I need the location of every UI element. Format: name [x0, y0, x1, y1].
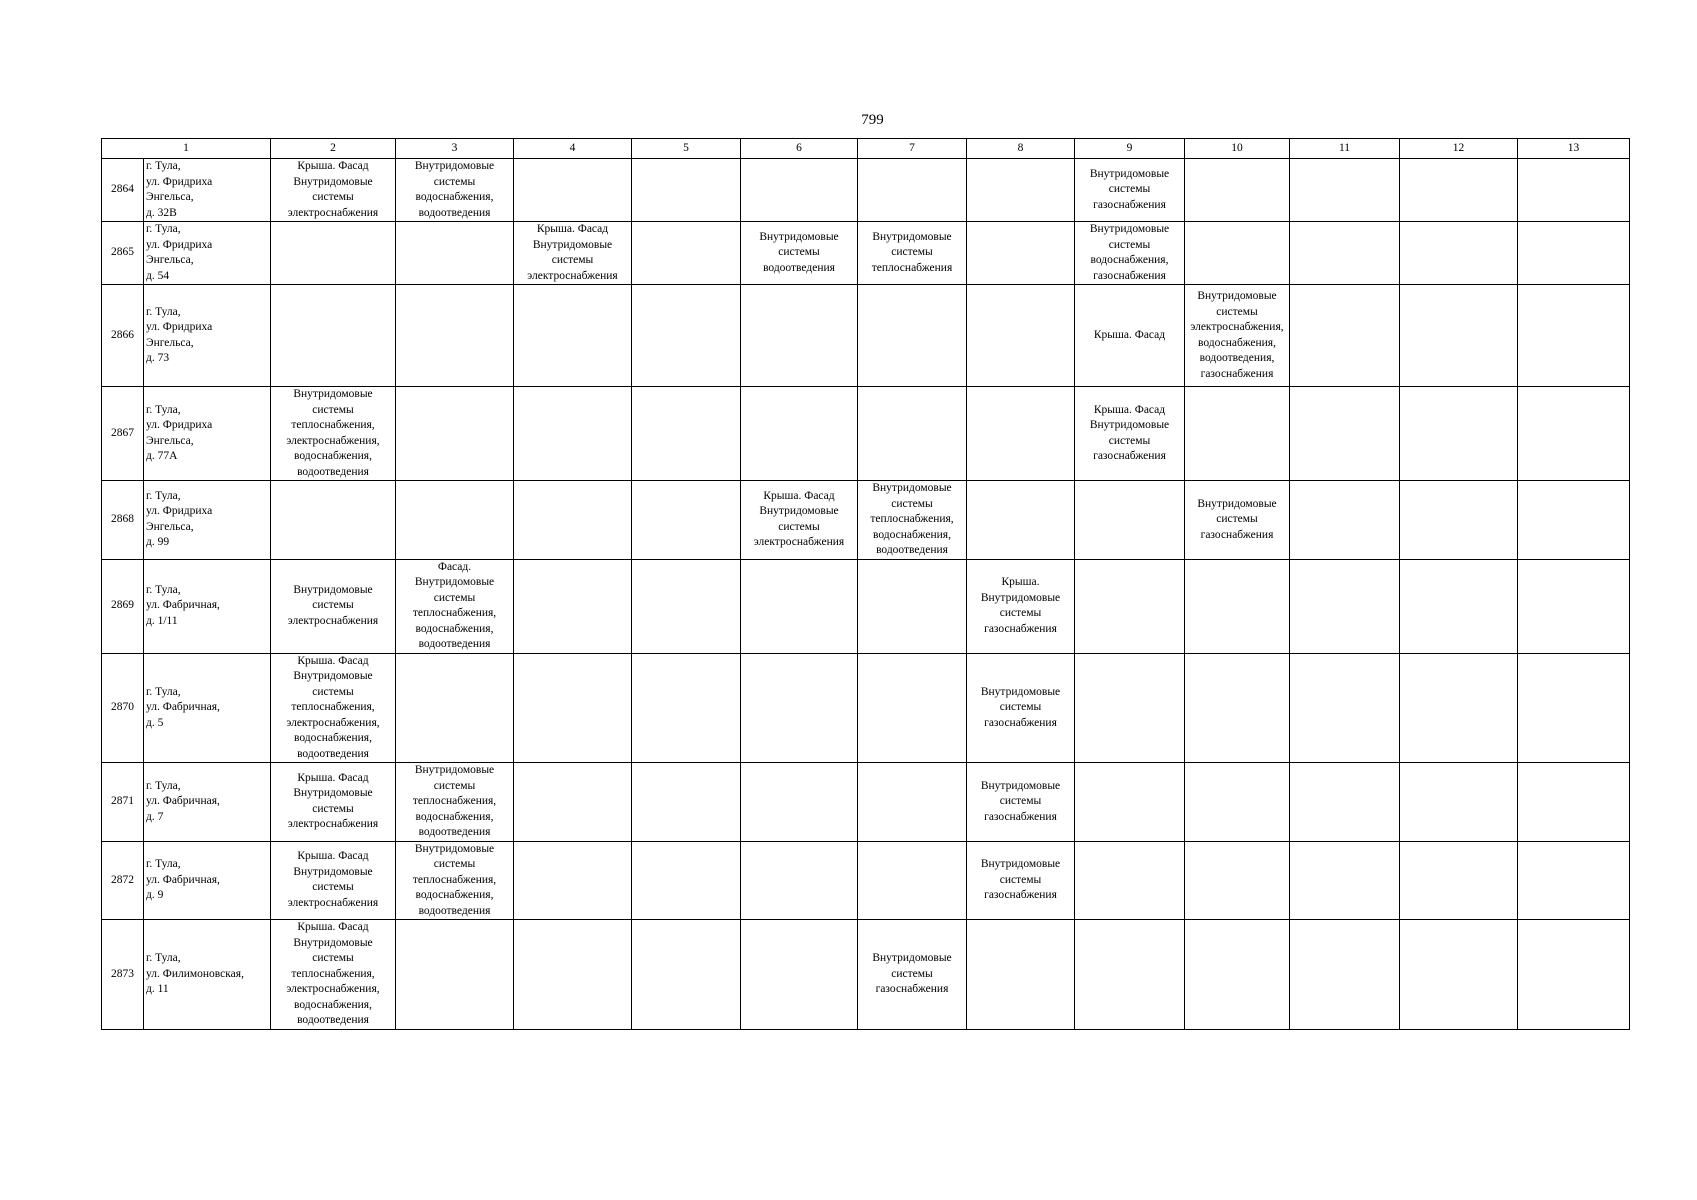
work-cell-col-7 [858, 559, 967, 653]
row-number: 2865 [102, 222, 144, 285]
work-cell-col-5 [632, 387, 741, 481]
work-cell-col-13 [1518, 387, 1630, 481]
column-header: 6 [741, 139, 858, 159]
work-cell-col-4 [514, 387, 632, 481]
address-cell: г. Тула, ул. Фридриха Энгельса, д. 77А [144, 387, 271, 481]
column-header: 12 [1400, 139, 1518, 159]
address-cell: г. Тула, ул. Фабричная, д. 9 [144, 841, 271, 920]
work-cell-col-4 [514, 559, 632, 653]
table-row [102, 653, 1630, 763]
work-cell-col-13 [1518, 841, 1630, 920]
work-cell-col-3: Фасад. Внутридомовые системы теплоснабжения, водоснабжения, водоотведения [396, 559, 514, 653]
work-cell-col-12 [1400, 285, 1518, 387]
work-cell-col-2: Крыша. Фасад Внутридомовые системы электроснабжения [271, 841, 396, 920]
work-cell-col-2 [271, 285, 396, 387]
work-cell-col-2: Крыша. Фасад Внутридомовые системы теплоснабжения, электроснабжения, водоснабжения, водоотведения [271, 653, 396, 763]
work-cell-col-2: Крыша. Фасад Внутридомовые системы электроснабжения [271, 159, 396, 222]
column-header: 11 [1290, 139, 1400, 159]
work-cell-col-7 [858, 159, 967, 222]
table-body [102, 139, 1630, 1030]
work-cell-col-9: Крыша. Фасад Внутридомовые системы газоснабжения [1075, 387, 1185, 481]
work-cell-col-8: Внутридомовые системы газоснабжения [967, 841, 1075, 920]
work-cell-col-6 [741, 559, 858, 653]
work-cell-col-4 [514, 841, 632, 920]
work-cell-col-7 [858, 285, 967, 387]
work-cell-col-11 [1290, 559, 1400, 653]
work-cell-col-12 [1400, 387, 1518, 481]
work-cell-col-10 [1185, 159, 1290, 222]
work-cell-col-8 [967, 159, 1075, 222]
work-cell-col-8 [967, 481, 1075, 560]
work-cell-col-4 [514, 481, 632, 560]
work-cell-col-11 [1290, 222, 1400, 285]
work-cell-col-2: Внутридомовые системы теплоснабжения, электроснабжения, водоснабжения, водоотведения [271, 387, 396, 481]
work-cell-col-11 [1290, 387, 1400, 481]
work-cell-col-9 [1075, 763, 1185, 842]
work-cell-col-8: Крыша. Внутридомовые системы газоснабжения [967, 559, 1075, 653]
work-cell-col-12 [1400, 841, 1518, 920]
work-cell-col-10 [1185, 559, 1290, 653]
row-number: 2872 [102, 841, 144, 920]
work-cell-col-2: Крыша. Фасад Внутридомовые системы теплоснабжения, электроснабжения, водоснабжения, водоотведения [271, 920, 396, 1030]
column-header: 7 [858, 139, 967, 159]
work-cell-col-13 [1518, 763, 1630, 842]
work-cell-col-6 [741, 159, 858, 222]
work-cell-col-11 [1290, 841, 1400, 920]
row-number: 2867 [102, 387, 144, 481]
work-cell-col-6: Крыша. Фасад Внутридомовые системы электроснабжения [741, 481, 858, 560]
work-cell-col-3: Внутридомовые системы теплоснабжения, водоснабжения, водоотведения [396, 763, 514, 842]
work-cell-col-10 [1185, 387, 1290, 481]
work-cell-col-9: Внутридомовые системы водоснабжения, газоснабжения [1075, 222, 1185, 285]
table-row [102, 285, 1630, 387]
row-number: 2870 [102, 653, 144, 763]
column-header: 1 [102, 139, 271, 159]
column-header: 4 [514, 139, 632, 159]
work-cell-col-12 [1400, 559, 1518, 653]
work-cell-col-5 [632, 222, 741, 285]
work-cell-col-5 [632, 841, 741, 920]
work-cell-col-9 [1075, 559, 1185, 653]
work-cell-col-6 [741, 841, 858, 920]
work-cell-col-4 [514, 920, 632, 1030]
work-cell-col-10 [1185, 653, 1290, 763]
work-cell-col-2: Крыша. Фасад Внутридомовые системы электроснабжения [271, 763, 396, 842]
address-cell: г. Тула, ул. Фабричная, д. 7 [144, 763, 271, 842]
row-number: 2869 [102, 559, 144, 653]
work-cell-col-5 [632, 285, 741, 387]
work-cell-col-10: Внутридомовые системы газоснабжения [1185, 481, 1290, 560]
work-cell-col-6 [741, 920, 858, 1030]
table-row [102, 841, 1630, 920]
work-cell-col-4: Крыша. Фасад Внутридомовые системы электроснабжения [514, 222, 632, 285]
work-cell-col-5 [632, 481, 741, 560]
work-cell-col-3 [396, 222, 514, 285]
work-cell-col-5 [632, 920, 741, 1030]
work-cell-col-7 [858, 763, 967, 842]
work-cell-col-9: Крыша. Фасад [1075, 285, 1185, 387]
work-cell-col-8 [967, 920, 1075, 1030]
work-cell-col-2: Внутридомовые системы электроснабжения [271, 559, 396, 653]
work-cell-col-7: Внутридомовые системы теплоснабжения, водоснабжения, водоотведения [858, 481, 967, 560]
row-number: 2868 [102, 481, 144, 560]
table-row [102, 559, 1630, 653]
table-row [102, 387, 1630, 481]
address-cell: г. Тула, ул. Фридриха Энгельса, д. 54 [144, 222, 271, 285]
work-cell-col-6 [741, 763, 858, 842]
work-cell-col-5 [632, 763, 741, 842]
work-cell-col-7: Внутридомовые системы теплоснабжения [858, 222, 967, 285]
work-cell-col-13 [1518, 559, 1630, 653]
work-cell-col-10: Внутридомовые системы электроснабжения, водоснабжения, водоотведения, газоснабжения [1185, 285, 1290, 387]
work-cell-col-5 [632, 559, 741, 653]
row-number: 2873 [102, 920, 144, 1030]
work-cell-col-6: Внутридомовые системы водоотведения [741, 222, 858, 285]
work-cell-col-8 [967, 387, 1075, 481]
address-cell: г. Тула, ул. Фабричная, д. 1/11 [144, 559, 271, 653]
address-cell: г. Тула, ул. Фридриха Энгельса, д. 73 [144, 285, 271, 387]
column-header-row [102, 139, 1630, 159]
work-cell-col-8: Внутридомовые системы газоснабжения [967, 653, 1075, 763]
work-cell-col-6 [741, 387, 858, 481]
column-header: 9 [1075, 139, 1185, 159]
address-cell: г. Тула, ул. Фридриха Энгельса, д. 99 [144, 481, 271, 560]
table-row [102, 159, 1630, 222]
work-cell-col-9: Внутридомовые системы газоснабжения [1075, 159, 1185, 222]
work-cell-col-9 [1075, 841, 1185, 920]
work-cell-col-13 [1518, 481, 1630, 560]
work-cell-col-7 [858, 841, 967, 920]
work-cell-col-3 [396, 653, 514, 763]
work-cell-col-11 [1290, 920, 1400, 1030]
work-cell-col-13 [1518, 653, 1630, 763]
work-cell-col-5 [632, 159, 741, 222]
row-number: 2864 [102, 159, 144, 222]
table-row [102, 222, 1630, 285]
work-cell-col-10 [1185, 841, 1290, 920]
work-cell-col-4 [514, 763, 632, 842]
work-cell-col-2 [271, 481, 396, 560]
work-cell-col-9 [1075, 653, 1185, 763]
work-cell-col-13 [1518, 159, 1630, 222]
work-cell-col-5 [632, 653, 741, 763]
work-cell-col-13 [1518, 285, 1630, 387]
work-cell-col-3: Внутридомовые системы теплоснабжения, водоснабжения, водоотведения [396, 841, 514, 920]
row-number: 2866 [102, 285, 144, 387]
repair-schedule-table [101, 138, 1630, 1030]
row-number: 2871 [102, 763, 144, 842]
work-cell-col-9 [1075, 920, 1185, 1030]
work-cell-col-10 [1185, 222, 1290, 285]
address-cell: г. Тула, ул. Фридриха Энгельса, д. 32В [144, 159, 271, 222]
work-cell-col-7: Внутридомовые системы газоснабжения [858, 920, 967, 1030]
work-cell-col-12 [1400, 222, 1518, 285]
work-cell-col-11 [1290, 159, 1400, 222]
work-cell-col-13 [1518, 222, 1630, 285]
work-cell-col-3 [396, 920, 514, 1030]
work-cell-col-3 [396, 387, 514, 481]
table-row [102, 920, 1630, 1030]
column-header: 8 [967, 139, 1075, 159]
work-cell-col-13 [1518, 920, 1630, 1030]
work-cell-col-7 [858, 387, 967, 481]
work-cell-col-10 [1185, 920, 1290, 1030]
address-cell: г. Тула, ул. Филимоновская, д. 11 [144, 920, 271, 1030]
work-cell-col-11 [1290, 481, 1400, 560]
work-cell-col-12 [1400, 763, 1518, 842]
table-row [102, 763, 1630, 842]
work-cell-col-12 [1400, 653, 1518, 763]
column-header: 3 [396, 139, 514, 159]
work-cell-col-3: Внутридомовые системы водоснабжения, водоотведения [396, 159, 514, 222]
work-cell-col-11 [1290, 763, 1400, 842]
work-cell-col-8: Внутридомовые системы газоснабжения [967, 763, 1075, 842]
work-cell-col-6 [741, 653, 858, 763]
work-cell-col-11 [1290, 285, 1400, 387]
work-cell-col-3 [396, 481, 514, 560]
work-cell-col-6 [741, 285, 858, 387]
work-cell-col-9 [1075, 481, 1185, 560]
work-cell-col-11 [1290, 653, 1400, 763]
work-cell-col-4 [514, 159, 632, 222]
work-cell-col-8 [967, 222, 1075, 285]
work-cell-col-3 [396, 285, 514, 387]
table-row [102, 481, 1630, 560]
column-header: 10 [1185, 139, 1290, 159]
column-header: 13 [1518, 139, 1630, 159]
work-cell-col-12 [1400, 920, 1518, 1030]
column-header: 2 [271, 139, 396, 159]
page-number: 799 [861, 112, 884, 128]
work-cell-col-8 [967, 285, 1075, 387]
work-cell-col-2 [271, 222, 396, 285]
column-header: 5 [632, 139, 741, 159]
work-cell-col-12 [1400, 481, 1518, 560]
address-cell: г. Тула, ул. Фабричная, д. 5 [144, 653, 271, 763]
work-cell-col-4 [514, 653, 632, 763]
work-cell-col-12 [1400, 159, 1518, 222]
work-cell-col-7 [858, 653, 967, 763]
work-cell-col-4 [514, 285, 632, 387]
work-cell-col-10 [1185, 763, 1290, 842]
